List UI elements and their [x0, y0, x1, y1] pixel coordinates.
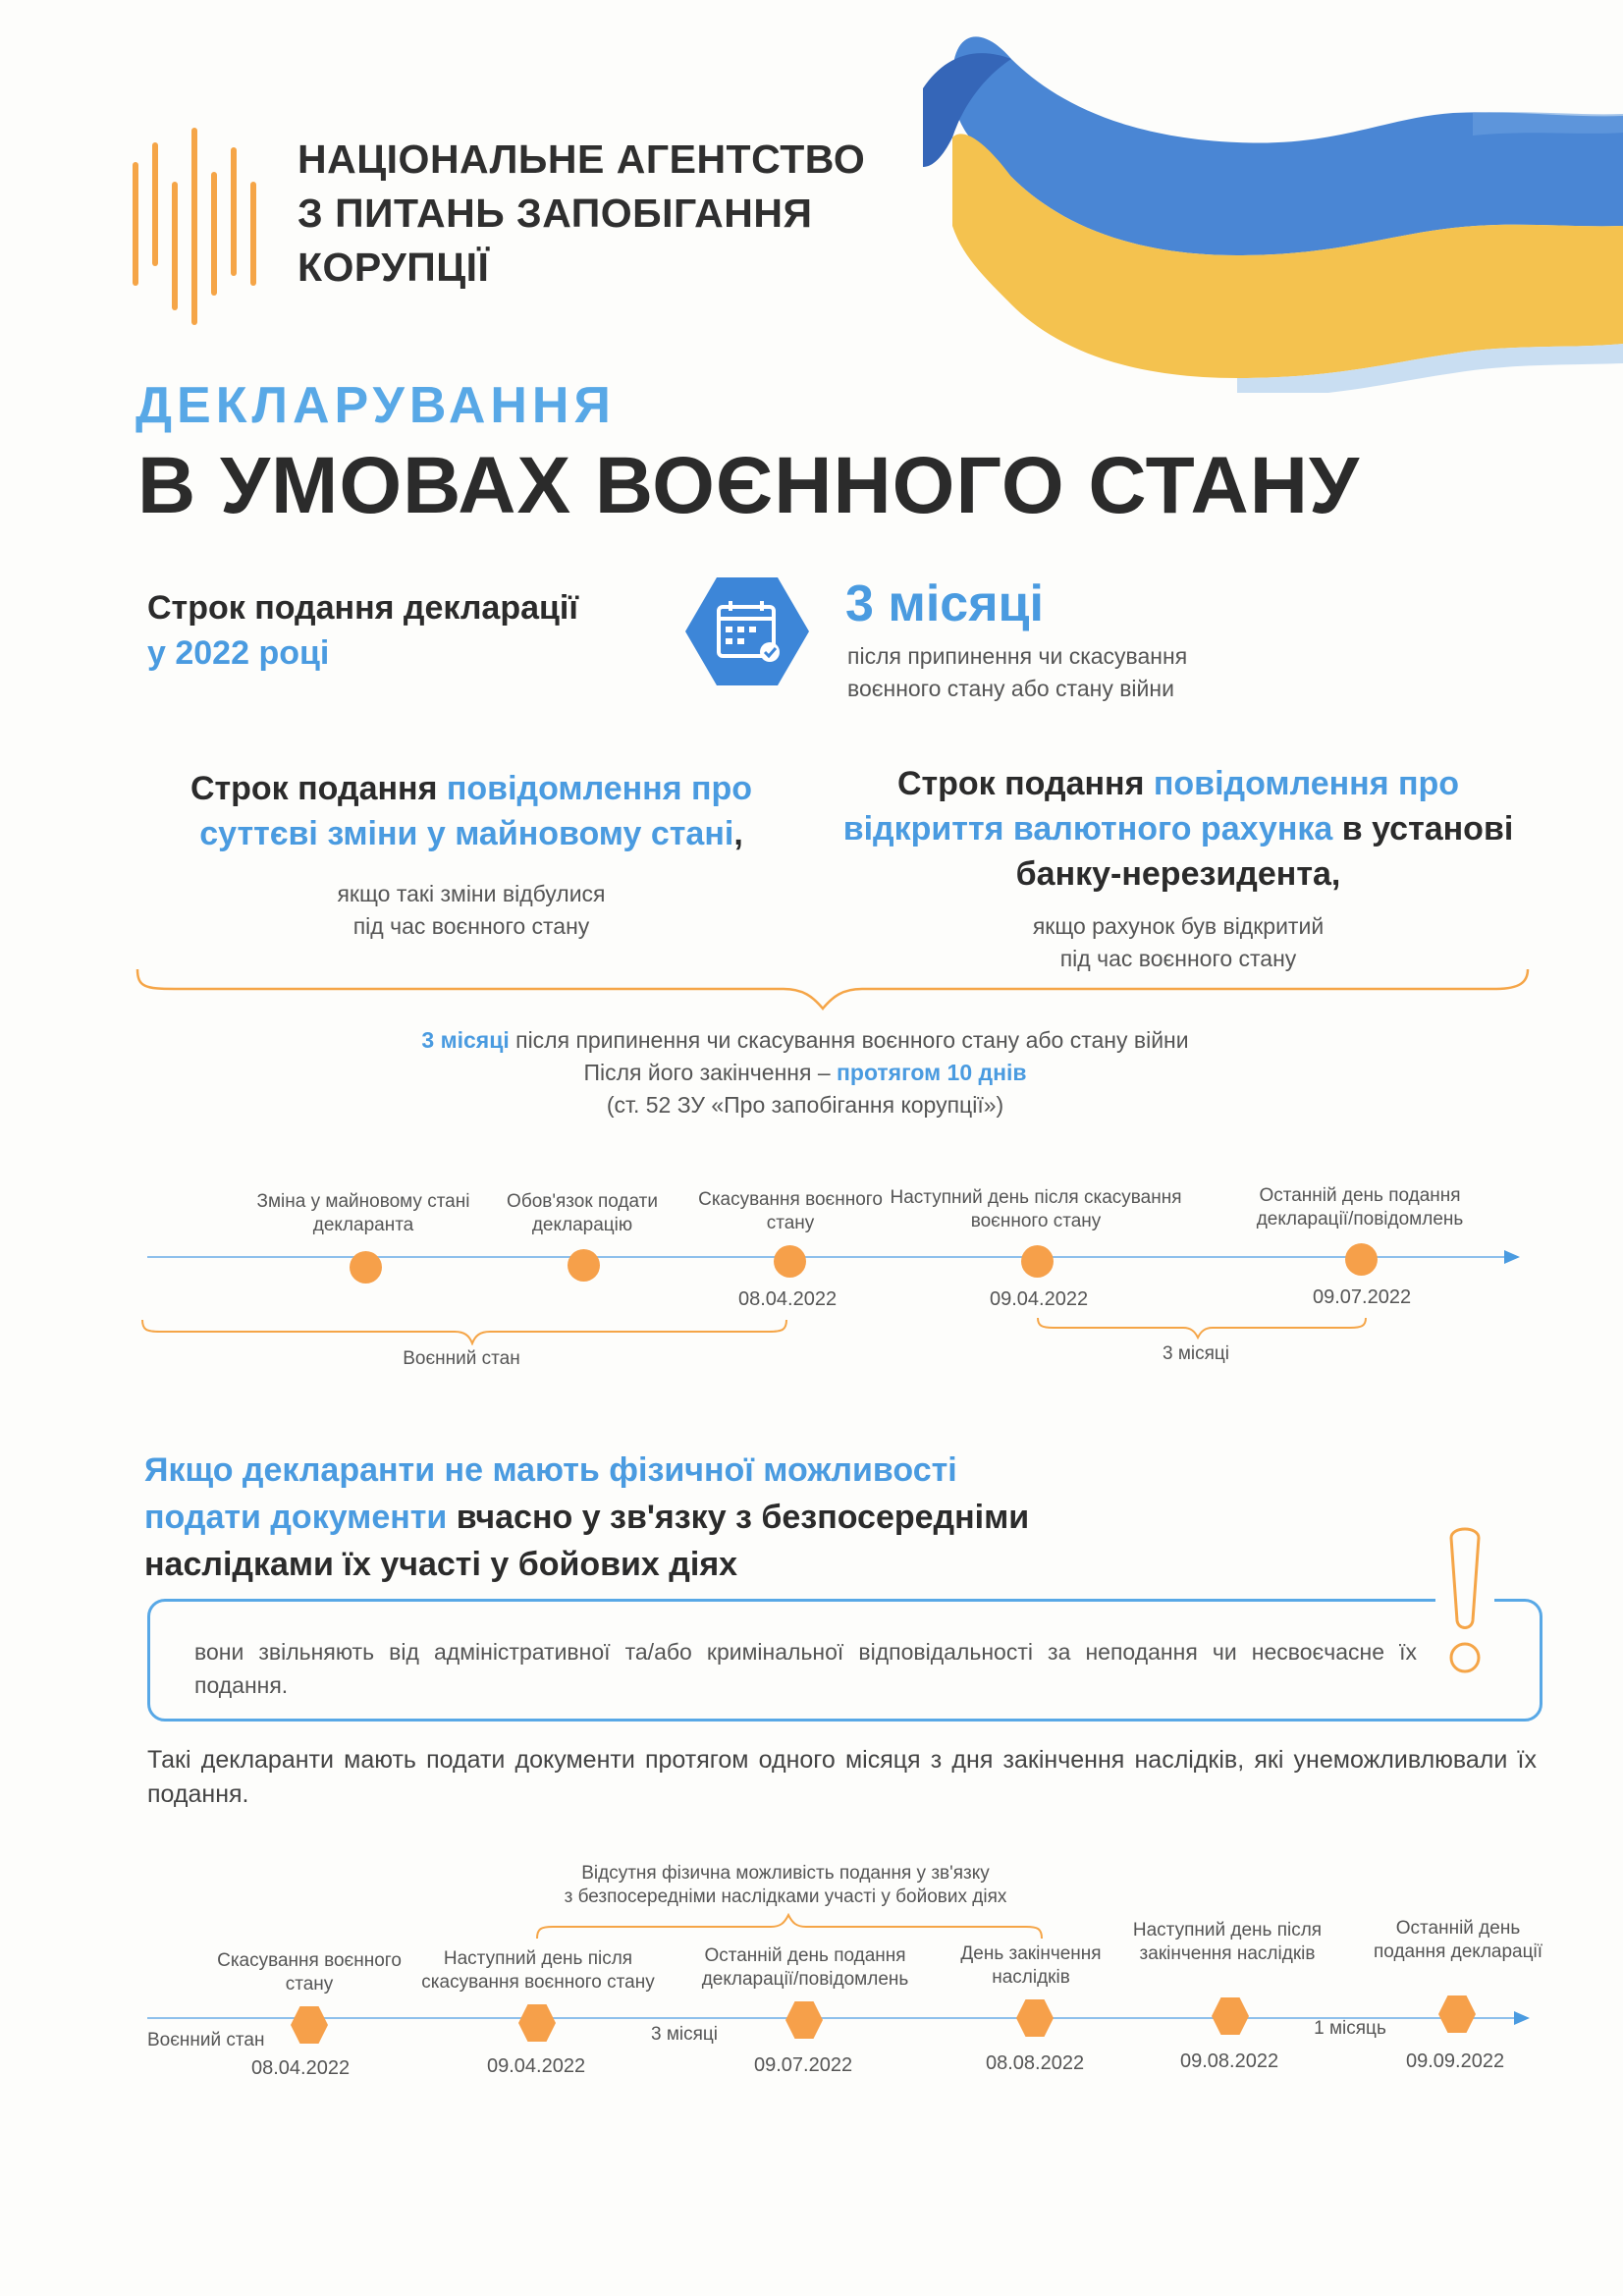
tl1-event-2-label: Скасування воєнного стану: [698, 1189, 883, 1233]
calendar-icon: [685, 577, 809, 685]
summary-line1-rest: після припинення чи скасування воєнного стану або стану війни: [509, 1027, 1189, 1053]
tl2-event-3-date: 08.08.2022: [986, 2052, 1085, 2074]
tl2-top-label-line2: з безпосередніми наслідками участі у бойових діях: [564, 1886, 1007, 1907]
calendar-badge: [685, 577, 809, 685]
tl1-martial-label: Воєнний стан: [403, 1348, 520, 1369]
section2-heading-line2: [144, 1494, 1126, 1541]
tl2-event-5-date: 09.09.2022: [1406, 2050, 1505, 2072]
deadline-note-line1: після припинення чи скасування: [847, 643, 1188, 669]
summary-line2: [236, 1057, 1375, 1089]
tl2-event-2-hex: [785, 2001, 823, 2039]
summary-law-ref: (ст. 52 ЗУ «Про запобігання корупції»): [606, 1092, 1004, 1118]
tl1-event-3-label: Наступний день після скасування воєнного стану: [890, 1187, 1182, 1231]
tl2-event-3-hex: [1016, 1999, 1054, 2037]
tl1-event-4-label: Останній день подання декларації/повідомлень: [1256, 1185, 1464, 1230]
notice-changes-t4: ,: [733, 815, 743, 852]
tl2-event-2-label: Останній день подання декларації/повідомлень: [701, 1945, 909, 1990]
deadline-value: 3 місяці: [845, 575, 1044, 632]
tl1-event-4-date: 09.07.2022: [1313, 1286, 1412, 1308]
section2-heading: [144, 1447, 1126, 1588]
liability-exemption-text: вони звільняють від адміністративної та/або кримінальної відповідальності за неподання чи несвоєчасне їх подання.: [194, 1639, 1417, 1698]
notice-account-title: [825, 761, 1532, 897]
agency-name-line3: КОРУПЦІЇ: [298, 245, 490, 290]
tl1-martial-brace: [140, 1318, 808, 1345]
summary: [236, 1024, 1375, 1121]
tl1-event-2-date: 08.04.2022: [738, 1288, 838, 1310]
ukrainian-flag-ribbon: [923, 20, 1623, 393]
section2-heading-line2a: подати документи: [144, 1499, 448, 1536]
agency-logo: [128, 126, 260, 327]
tl2-3months-label: 3 місяці: [650, 2024, 719, 2045]
summary-10days: протягом 10 днів: [837, 1060, 1027, 1085]
title-big: В УМОВАХ ВОЄННОГО СТАНУ: [137, 441, 1360, 530]
notice-account-t1: Строк подання: [896, 765, 1154, 802]
tl2-top-label-line1: Відсутня фізична можливість подання у зв'язку: [581, 1863, 990, 1884]
notice-changes-t1: Строк подання: [189, 770, 447, 807]
summary-3months: 3 місяці: [421, 1027, 510, 1053]
notice-account-t2: повідомлення про: [1153, 765, 1460, 802]
tl2-event-0-label: Скасування воєнного стану: [217, 1950, 402, 1995]
declaration-deadline-line1: Строк подання декларації: [147, 589, 578, 627]
tl2-event-4-hex: [1212, 1997, 1249, 2035]
notice-changes-sub1: якщо такі зміни відбулися: [337, 881, 606, 906]
notice-account-sub1: якщо рахунок був відкритий: [1032, 913, 1325, 939]
tl1-months-brace: [1036, 1316, 1370, 1339]
section2-heading-line1: Якщо декларанти не мають фізичної можливості: [144, 1451, 957, 1489]
notice-account-t4: в установі: [1332, 810, 1514, 847]
tl1-event-4-dot: [1345, 1243, 1378, 1276]
notice-changes-t2: повідомлення про: [446, 770, 753, 807]
tl1-event-1-label: Обов'язок подати декларацію: [507, 1191, 658, 1235]
notice-changes-title: [147, 766, 795, 856]
deadline-note-line2: воєнного стану або стану війни: [847, 676, 1174, 701]
notice-account-sub2: під час воєнного стану: [1059, 946, 1297, 971]
timeline1-axis: [147, 1247, 1522, 1267]
tl2-event-0-date: 08.04.2022: [251, 2057, 351, 2079]
tl2-event-1-date: 09.04.2022: [487, 2055, 586, 2077]
summary-after: Після його закінчення –: [583, 1060, 837, 1085]
agency-name-line2: З ПИТАНЬ ЗАПОБІГАННЯ: [298, 191, 813, 236]
deadline-note: [847, 640, 1187, 705]
notice-changes-sub: [147, 878, 795, 943]
tl1-event-1-dot: [568, 1249, 600, 1282]
columns-brace: [135, 967, 1530, 1016]
notice-account-block: [825, 761, 1532, 975]
notice-changes-t3: суттєві зміни у майновому стані: [199, 815, 734, 852]
notice-changes-sub2: під час воєнного стану: [352, 913, 590, 939]
tl2-1month-label: 1 місяць: [1314, 2018, 1386, 2039]
tl2-top-label: [530, 1862, 1041, 1909]
tl1-event-2-dot: [774, 1245, 806, 1278]
tl2-top-brace: [535, 1913, 1046, 1941]
tl1-event-0-dot: [350, 1251, 382, 1284]
notice-changes-block: [147, 766, 795, 943]
notice-account-t3: відкриття валютного рахунка: [842, 810, 1333, 847]
declaration-deadline-label: [147, 585, 578, 676]
summary-line1: [236, 1024, 1375, 1057]
tl2-start-label: Воєнний стан: [147, 2030, 265, 2050]
tl1-event-0-label: Зміна у майновому стані декларанта: [256, 1191, 470, 1235]
agency-name: [298, 133, 865, 295]
notice-account-sub: [825, 910, 1532, 975]
tl1-event-3-date: 09.04.2022: [990, 1288, 1089, 1310]
tl1-event-3-dot: [1021, 1245, 1054, 1278]
section2-heading-line2b: вчасно у зв'язку з безпосередніми: [447, 1499, 1030, 1536]
section2-paragraph: Такі декларанти мають подати документи протягом одного місяця з дня закінчення наслідків, які унеможливлювали їх подання.: [147, 1746, 1537, 1808]
tl1-months-label: 3 місяці: [1162, 1343, 1230, 1364]
exclamation-icon: [1435, 1522, 1494, 1679]
section2-heading-line3: наслідками їх участі у бойових діях: [144, 1546, 738, 1583]
declaration-deadline-line2: у 2022 році: [147, 634, 330, 672]
tl2-event-3-label: День закінчення наслідків: [960, 1943, 1102, 1988]
title-small: ДЕКЛАРУВАННЯ: [135, 377, 616, 434]
tl2-event-4-label: Наступний день після закінчення наслідків: [1132, 1920, 1323, 1964]
tl2-event-1-label: Наступний день після скасування воєнного стану: [421, 1948, 655, 1993]
tl2-event-2-date: 09.07.2022: [754, 2054, 853, 2076]
notice-account-t5: банку-нерезидента,: [1015, 855, 1341, 893]
tl2-event-5-label: Останній день подання декларації: [1374, 1918, 1542, 1962]
tl2-event-4-date: 09.08.2022: [1180, 2050, 1279, 2072]
agency-name-line1: НАЦІОНАЛЬНЕ АГЕНТСТВО: [298, 137, 866, 182]
